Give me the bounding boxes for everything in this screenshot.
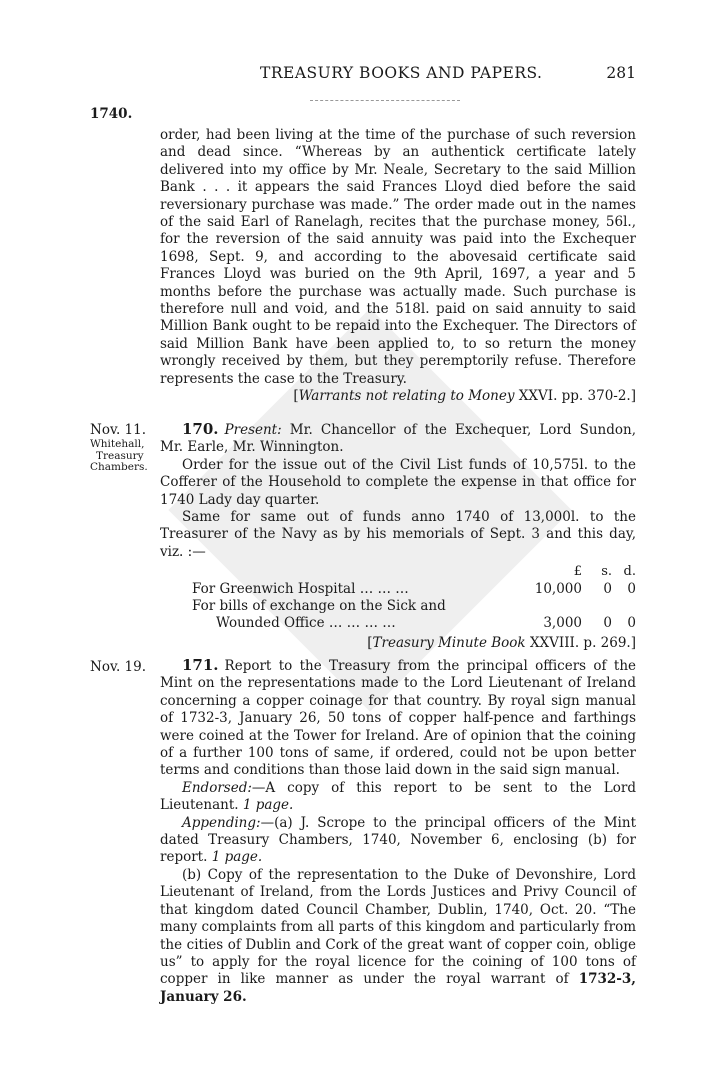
appending-label: Appending: xyxy=(182,814,261,831)
entry171-para1-text: Report to the Treasury from the principal officers of the Mint on the representations made to the Lord Lieutenant of Ireland concerning a copper coinage for that country. By royal sign manual of 1732-3, January 26, 50 tons of copper half-pence and farthings were coined at the Tower for Ireland. Are of opinion that the coining of a further 100 tons of same, if ordered, could not be upon better terms and conditions than those laid down in the said sign manual. xyxy=(160,658,636,779)
money-head-pence: d. xyxy=(623,564,636,580)
entry171-para1 xyxy=(160,657,636,780)
money-row2-label-a: For bills of exchange on the Sick and xyxy=(192,598,446,615)
entry171-endorsed xyxy=(160,780,636,815)
money-head-shillings: s. xyxy=(601,564,612,580)
entry171-number: 171. xyxy=(182,656,219,674)
entry170-present-text: Mr. Chancellor of the Exchequer, Lord Sundon, Mr. Earle, Mr. Winnington. xyxy=(160,422,636,456)
entry170-date: Nov. 11. xyxy=(90,422,147,438)
para-b-text: (b) Copy of the representation to the Duke of Devonshire, Lord Lieutenant of Ireland, from the Lords Justices and Privy Council of that kingdom dated Council Chamber, Dublin, 1740, Oct. 20. “The many complaints from all parts of this kingdom and particularly from the cities of Dublin and Cork of the great want of copper coin, oblige us” to apply for the royal licence for the coining of 100 tons of copper in like manner as under the royal warrant of xyxy=(160,866,636,988)
money-row xyxy=(160,581,636,598)
continuation-paragraph: order, had been living at the time of the purchase of such reversion and dead since. “Whereas by an authentick certificate lately delivered into my office by Mr. Neale, Secretary to the said Million Bank . . . it appears the said Frances Lloyd died before the said reversionary purchase was made.” The order made out in the names of the said Earl of Ranelagh, recites that the purchase money, 56l., for the reversion of the said annuity was paid into the Exchequer 1698, Sept. 9, and according to the abovesaid certificate said Frances Lloyd was buried on the 9th April, 1697, a year and 5 months before the purchase was actually made. Such purchase is therefore null and void, and the 518l. paid on said annuity to said Million Bank ought to be repaid into the Exchequer. The Directors of said Million Bank have been applied to, to so return the money wrongly received by them, but they peremptorily refuse. Therefore represents the case to the Treasury. xyxy=(160,127,636,387)
entry171-margin xyxy=(90,660,146,674)
endorsed-label: Endorsed: xyxy=(182,779,252,796)
entry170-place3: Chambers. xyxy=(90,461,148,473)
money-row xyxy=(160,615,636,632)
page-header xyxy=(160,64,636,88)
entry170-para1: Order for the issue out of the Civil List funds of 10,575l. to the Cofferer of the Household to complete the expense in that office for 1740 Lady day quarter. xyxy=(160,456,636,508)
entry171-appending xyxy=(160,815,636,867)
appending-pages: 1 page. xyxy=(211,849,263,866)
endorsed-pages: 1 page. xyxy=(242,797,294,814)
money-row2-pence: 0 xyxy=(627,615,636,632)
entry170-place2: Treasury xyxy=(96,449,144,462)
entry170-number: 170. xyxy=(182,420,219,438)
page-number: 281 xyxy=(606,64,636,82)
money-row xyxy=(160,598,636,615)
citation-bracket: [ xyxy=(367,634,373,651)
entry171-para-b xyxy=(160,867,636,1006)
endorsed-text: —A copy of this report to be sent to the Lord Lieutenant. xyxy=(160,779,636,814)
entry170-present xyxy=(160,421,636,457)
entry170-margin xyxy=(90,423,148,474)
entry170-para2: Same for same out of funds anno 1740 of 13,000l. to the Treasurer of the Navy as by his memorials of Sept. 3 and this day, viz. :— xyxy=(160,509,636,560)
entry171-date: Nov. 19. xyxy=(90,659,147,675)
entry171-section xyxy=(160,657,636,1006)
money-head-pounds: £ xyxy=(573,564,582,580)
citation-bracket: [ xyxy=(293,388,299,405)
citation-source: Treasury Minute Book xyxy=(372,634,526,651)
money-row1-pounds: 10,000 xyxy=(534,580,582,597)
continuation-citation xyxy=(160,388,636,405)
money-row1-pence: 0 xyxy=(627,580,636,597)
money-head-label xyxy=(160,563,512,580)
continuation-section xyxy=(160,127,636,406)
header-rule xyxy=(310,100,460,102)
money-row1-shillings: 0 xyxy=(603,580,612,597)
money-row2-pounds: 3,000 xyxy=(543,615,582,632)
entry170-money-table xyxy=(160,563,636,633)
citation-source: Warrants not relating to Money xyxy=(298,388,515,405)
appending-text: —(a) J. Scrope to the principal officers of the Mint dated Treasury Chambers, 1740, November 6, enclosing (b) for report. xyxy=(160,814,636,866)
citation-ref: XXVIII. p. 269.] xyxy=(525,634,636,651)
money-row1-label: For Greenwich Hospital … … … xyxy=(192,580,409,597)
para-b-end: 1732-3, January 26. xyxy=(160,971,636,1005)
citation-ref: XXVI. pp. 370-2.] xyxy=(514,388,636,405)
money-row2-shillings: 0 xyxy=(603,615,612,632)
entry170-citation xyxy=(160,635,636,652)
running-title: TREASURY BOOKS AND PAPERS. xyxy=(260,64,543,82)
entry170-place1: Whitehall, xyxy=(90,438,145,450)
money-table-header xyxy=(160,563,636,580)
entry170-present-label: Present: xyxy=(224,422,282,438)
entry170-section xyxy=(160,421,636,652)
margin-year: 1740. xyxy=(90,106,133,122)
money-row2-label-b: Wounded Office … … … … xyxy=(216,615,396,632)
